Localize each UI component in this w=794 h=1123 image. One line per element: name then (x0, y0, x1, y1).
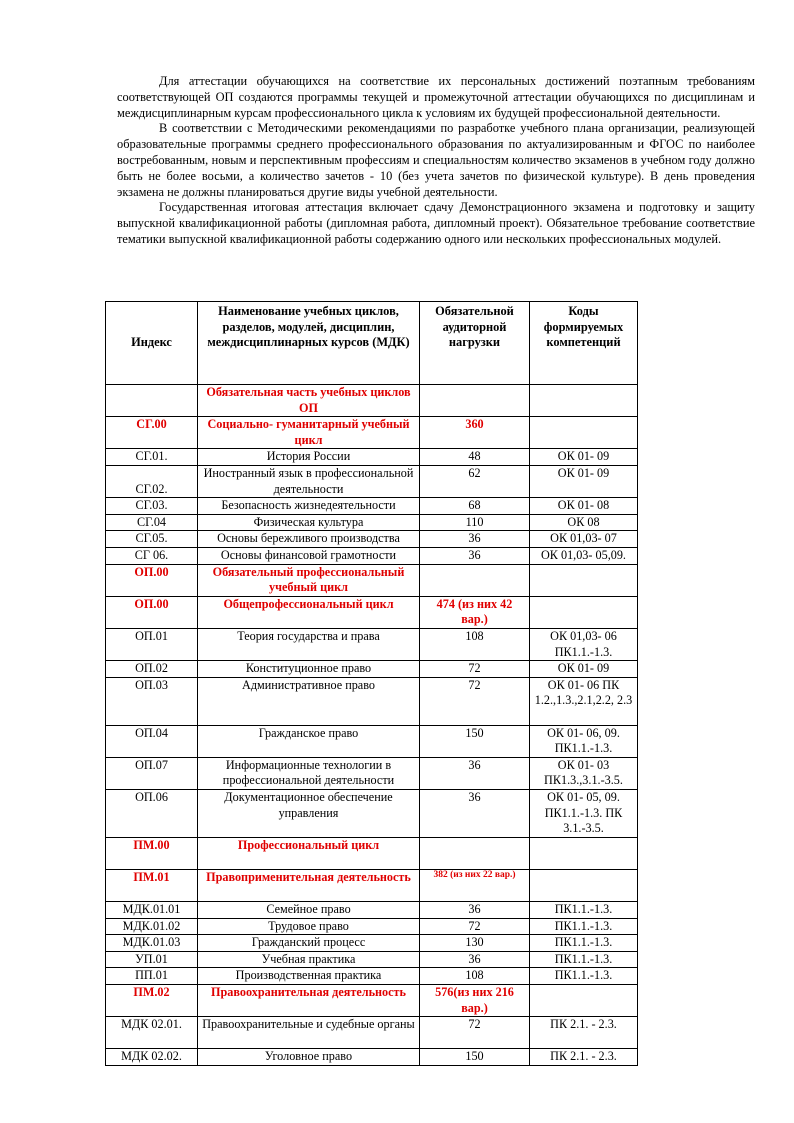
table-row (106, 449, 638, 466)
cell-name: Обязательный профессиональный учебный цикл (198, 564, 420, 596)
cell-hours (420, 564, 530, 596)
cell-hours: 68 (420, 498, 530, 515)
cell-name: Гражданский процесс (198, 935, 420, 952)
table-row (106, 661, 638, 678)
cell-hours: 36 (420, 757, 530, 789)
cell-codes: ПК1.1.-1.3. (530, 902, 638, 919)
table-row (106, 838, 638, 870)
cell-hours: 474 (из них 42 вар.) (420, 596, 530, 628)
cell-index: МДК.01.03 (106, 935, 198, 952)
cell-codes (530, 385, 638, 417)
cell-hours: 576(из них 216 вар.) (420, 985, 530, 1017)
cell-name: История России (198, 449, 420, 466)
cell-hours: 72 (420, 1017, 530, 1049)
table-row (106, 514, 638, 531)
cell-codes (530, 564, 638, 596)
cell-index: МДК.01.01 (106, 902, 198, 919)
cell-codes (530, 596, 638, 628)
paragraph: Государственная итоговая аттестация включает сдачу Демонстрационного экзамена и подготовку и защиту выпускной квалификационной работы (дипломная работа, дипломный проект). Обязательное требование соответствие тематики выпускной квалификационной работы содержанию одного или нескольких профессиональных модулей. (117, 200, 755, 246)
cell-index: МДК 02.02. (106, 1049, 198, 1066)
cell-name: Производственная практика (198, 968, 420, 985)
cell-name: Теория государства и права (198, 628, 420, 660)
cell-hours: 108 (420, 628, 530, 660)
cell-codes: ОК 01- 09 (530, 465, 638, 497)
cell-name: Уголовное право (198, 1049, 420, 1066)
cell-name: Правоохранительные и судебные органы (198, 1017, 420, 1049)
cell-codes: ОК 01,03- 07 (530, 531, 638, 548)
cell-name: Правоприменительная деятельность (198, 870, 420, 902)
table-row (106, 985, 638, 1017)
cell-index: СГ.05. (106, 531, 198, 548)
table-row (106, 935, 638, 952)
cell-codes: ПК1.1.-1.3. (530, 968, 638, 985)
cell-codes: ОК 01- 06 ПК 1.2.,1.3.,2.1,2.2, 2.3 (530, 677, 638, 725)
cell-index: ОП.00 (106, 596, 198, 628)
cell-index: СГ.01. (106, 449, 198, 466)
cell-hours: 360 (420, 417, 530, 449)
cell-name: Иностранный язык в профессиональной деятельности (198, 465, 420, 497)
table-row (106, 596, 638, 628)
cell-index: ПМ.02 (106, 985, 198, 1017)
cell-hours (420, 385, 530, 417)
header-hours: Обязательной аудиторной нагрузки (420, 302, 530, 385)
cell-codes (530, 417, 638, 449)
cell-codes: ПК1.1.-1.3. (530, 951, 638, 968)
cell-codes: ПК 2.1. - 2.3. (530, 1017, 638, 1049)
table-row (106, 385, 638, 417)
cell-hours: 150 (420, 725, 530, 757)
table-row (106, 725, 638, 757)
cell-codes: ОК 01,03- 06 ПК1.1.-1.3. (530, 628, 638, 660)
cell-hours (420, 838, 530, 870)
cell-name: Гражданское право (198, 725, 420, 757)
cell-index: ОП.07 (106, 757, 198, 789)
table-row (106, 498, 638, 515)
cell-hours: 72 (420, 661, 530, 678)
cell-name: Профессиональный цикл (198, 838, 420, 870)
table-row (106, 790, 638, 838)
cell-codes: ОК 01- 09 (530, 661, 638, 678)
body-text (117, 74, 755, 248)
cell-index: ОП.02 (106, 661, 198, 678)
table-row (106, 1017, 638, 1049)
cell-codes: ОК 08 (530, 514, 638, 531)
cell-name: Обязательная часть учебных циклов ОП (198, 385, 420, 417)
cell-codes (530, 838, 638, 870)
cell-name: Информационные технологии в профессиональной деятельности (198, 757, 420, 789)
cell-codes: ПК 2.1. - 2.3. (530, 1049, 638, 1066)
cell-index: МДК 02.01. (106, 1017, 198, 1049)
cell-hours: 36 (420, 790, 530, 838)
cell-hours: 62 (420, 465, 530, 497)
cell-codes: ОК 01- 09 (530, 449, 638, 466)
cell-codes: ОК 01- 03 ПК1.3.,3.1.-3.5. (530, 757, 638, 789)
table-row (106, 870, 638, 902)
cell-hours: 36 (420, 951, 530, 968)
table-row (106, 757, 638, 789)
cell-hours: 36 (420, 531, 530, 548)
header-codes: Коды формируемых компетенций (530, 302, 638, 385)
paragraph: В соответствии с Методическими рекомендациями по разработке учебного плана организации, реализующей образовательные программы среднего профессионального образования по актуализированным и ФГОС по наиболее востребованным, новым и перспективным профессиям и специальностям количество экзаменов в учебном году должно быть не более восьми, а количество зачетов - 10 (без учета зачетов по физической культуре). В день проведения экзамена не должны планироваться другие виды учебной деятельности. (117, 121, 755, 199)
table-row (106, 968, 638, 985)
cell-name: Трудовое право (198, 918, 420, 935)
cell-codes: ПК1.1.-1.3. (530, 918, 638, 935)
table-header-row (106, 302, 638, 385)
cell-codes: ПК1.1.-1.3. (530, 935, 638, 952)
cell-index: СГ.02. (106, 465, 198, 497)
cell-name: Семейное право (198, 902, 420, 919)
table-row (106, 547, 638, 564)
cell-name: Общепрофессиональный цикл (198, 596, 420, 628)
cell-hours: 130 (420, 935, 530, 952)
cell-hours: 108 (420, 968, 530, 985)
cell-name: Документационное обеспечение управления (198, 790, 420, 838)
table-row (106, 951, 638, 968)
cell-hours: 72 (420, 918, 530, 935)
cell-name: Учебная практика (198, 951, 420, 968)
cell-index: ПП.01 (106, 968, 198, 985)
cell-name: Правоохранительная деятельность (198, 985, 420, 1017)
cell-index: ПМ.00 (106, 838, 198, 870)
cell-index: ОП.03 (106, 677, 198, 725)
cell-index: ОП.04 (106, 725, 198, 757)
cell-codes: ОК 01- 05, 09. ПК1.1.-1.3. ПК 3.1.-3.5. (530, 790, 638, 838)
cell-index: ОП.01 (106, 628, 198, 660)
cell-index: УП.01 (106, 951, 198, 968)
curriculum-table (105, 301, 638, 1066)
cell-index: ОП.00 (106, 564, 198, 596)
cell-hours: 382 (из них 22 вар.) (420, 870, 530, 902)
cell-index: СГ.03. (106, 498, 198, 515)
cell-hours: 36 (420, 547, 530, 564)
table-row (106, 1049, 638, 1066)
cell-name: Основы финансовой грамотности (198, 547, 420, 564)
header-name: Наименование учебных циклов, разделов, модулей, дисциплин, междисциплинарных курсов (МДК) (198, 302, 420, 385)
cell-name: Административное право (198, 677, 420, 725)
cell-codes (530, 870, 638, 902)
cell-index: МДК.01.02 (106, 918, 198, 935)
cell-hours: 72 (420, 677, 530, 725)
cell-name: Физическая культура (198, 514, 420, 531)
cell-index: СГ.04 (106, 514, 198, 531)
table-row (106, 465, 638, 497)
cell-index: СГ.00 (106, 417, 198, 449)
cell-codes (530, 985, 638, 1017)
table-row (106, 902, 638, 919)
cell-name: Безопасность жизнедеятельности (198, 498, 420, 515)
table-row (106, 531, 638, 548)
cell-name: Основы бережливого производства (198, 531, 420, 548)
table-row (106, 564, 638, 596)
cell-name: Социально- гуманитарный учебный цикл (198, 417, 420, 449)
cell-index: ОП.06 (106, 790, 198, 838)
cell-index: ПМ.01 (106, 870, 198, 902)
cell-index (106, 385, 198, 417)
cell-codes: ОК 01- 06, 09. ПК1.1.-1.3. (530, 725, 638, 757)
table-row (106, 918, 638, 935)
paragraph: Для аттестации обучающихся на соответствие их персональных достижений поэтапным требованиям соответствующей ОП создаются программы текущей и промежуточной аттестации обучающихся по дисциплинам и междисциплинарным курсам профессионального цикла к условиям их будущей профессиональной деятельности. (117, 74, 755, 120)
cell-hours: 150 (420, 1049, 530, 1066)
cell-hours: 36 (420, 902, 530, 919)
header-index: Индекс (106, 302, 198, 385)
table-row (106, 628, 638, 660)
cell-hours: 110 (420, 514, 530, 531)
cell-index: СГ 06. (106, 547, 198, 564)
table-row (106, 677, 638, 725)
cell-name: Конституционное право (198, 661, 420, 678)
cell-hours: 48 (420, 449, 530, 466)
table-row (106, 417, 638, 449)
cell-codes: ОК 01- 08 (530, 498, 638, 515)
cell-codes: ОК 01,03- 05,09. (530, 547, 638, 564)
